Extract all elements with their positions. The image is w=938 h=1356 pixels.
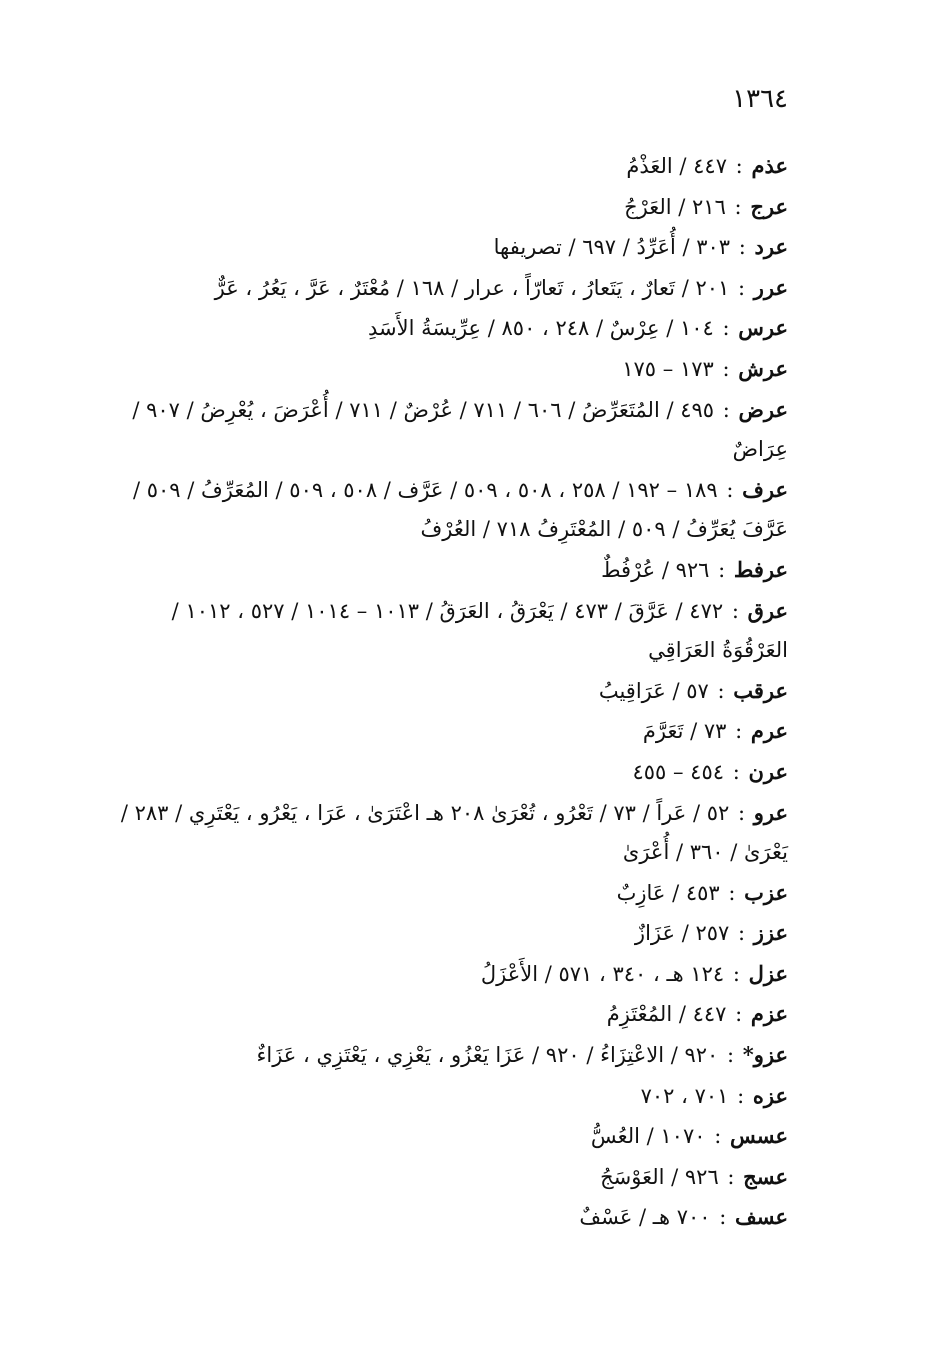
entry-root: عزز — [753, 920, 788, 946]
entry-colon: : — [715, 316, 737, 341]
entry-colon: : — [727, 194, 749, 219]
index-entry — [112, 390, 788, 470]
entry-root: عرش — [738, 355, 788, 381]
entry-references: ٥٧ / عَرَاقِيبُ — [598, 678, 709, 703]
entry-root: عرد — [754, 234, 788, 260]
index-entry — [112, 1035, 788, 1076]
entry-root: عرو — [753, 799, 788, 825]
entry-root: عرق — [747, 597, 788, 623]
index-entry — [112, 752, 788, 793]
entry-root-suffix: * — [742, 1042, 754, 1068]
entry-root: عرس — [738, 315, 788, 341]
entry-colon: : — [731, 921, 752, 946]
entry-references: ١٨٩ – ١٩٢ / ٢٥٨ ، ٥٠٨ ، ٥٠٩ / عَرَّف / ٥٠٨ ، ٥٠٩ / المُعَرِّفُ / ٥٠٩ / عَرَّفَ يُعَرِّفُ / ٥٠٩ / المُعْتَرِفُ ٧١٨ / العُرْفُ — [132, 477, 788, 542]
entry-references: ١٠٤ / عِرْسٌ / ٢٤٨ ، ٨٥٠ / عِرِّيسَةُ الأَسَدِ — [368, 316, 714, 341]
entry-references: ٤٧٢ / عَرَّقَ / ٤٧٣ / يَعْرَقُ ، العَرَقُ / ١٠١٣ – ١٠١٤ / ٥٢٧ ، ١٠١٢ / العَرْقُوَةُ العَرَاقِي — [171, 598, 788, 663]
entry-root: عذم — [751, 153, 788, 178]
entry-root: عزو — [753, 1042, 788, 1068]
index-entry — [112, 470, 788, 550]
entry-colon: : — [725, 598, 746, 623]
entry-colon: : — [716, 397, 737, 422]
entry-references: ١٢٤ هـ ، ٣٤٠ ، ٥٧١ / الأَعْزَلُ — [480, 961, 725, 986]
entry-colon: : — [730, 1083, 751, 1108]
index-entry — [112, 146, 788, 187]
entry-colon: : — [720, 1043, 741, 1068]
entry-references: ٢١٦ / العَرْجُ — [624, 194, 726, 219]
entry-references: ٣٠٣ / أُعَرِّدُ / ٦٩٧ / تصريفها — [493, 235, 731, 260]
entry-root: عسج — [743, 1163, 788, 1189]
index-entry — [112, 793, 788, 873]
entry-colon: : — [731, 275, 752, 300]
entry-references: ٧٣ / تَعَرَّمَ — [642, 719, 727, 744]
entry-references: ٩٢٠ / الاعْتِزَاءُ / ٩٢٠ / عَزَا يَعْزُو ، يَعْزِي ، يَعْتَزِي ، عَزَاءٌ — [256, 1043, 719, 1068]
entry-colon: : — [711, 557, 732, 582]
entry-root: عرف — [742, 476, 788, 502]
index-entries — [112, 146, 788, 1238]
entry-references: ٩٢٦ / عُرْفُطٌ — [601, 557, 710, 582]
page-number: ١٣٦٤ — [732, 84, 788, 114]
index-entry — [112, 1116, 788, 1157]
entry-root: عرقب — [733, 677, 788, 703]
index-entry — [112, 671, 788, 712]
entry-colon: : — [719, 477, 741, 502]
entry-root: عزب — [744, 879, 788, 905]
entry-root: عرض — [738, 396, 788, 422]
entry-colon: : — [732, 235, 753, 260]
entry-references: ٩٢٦ / العَوْسَجُ — [600, 1164, 719, 1189]
entry-colon: : — [720, 1164, 742, 1189]
entry-references: ١٠٧٠ / العُسُّ — [590, 1124, 706, 1149]
index-entry — [112, 550, 788, 591]
entry-root: عسف — [734, 1204, 788, 1230]
index-entry — [112, 1076, 788, 1117]
index-entry — [112, 187, 788, 228]
entry-references: ٤٥٤ – ٤٥٥ — [632, 759, 725, 784]
entry-colon: : — [712, 1205, 733, 1230]
entry-root: عرج — [750, 193, 788, 219]
entry-references: ٢٠١ / تَعارٌ ، يَتَعارُ ، تَعارّاً ، عرار / ١٦٨ / مُعْتَرٌ ، عَرَّ ، يَعُرُ ، عَرٌّ — [214, 275, 730, 300]
entry-references: ٥٢ / عَراً / ٧٣ / تَعْرُو ، تُعْرَىٰ ٢٠٨ هـ اعْتَرَىٰ ، عَرَا ، يَعْرُو ، يَعْتَرِي / ٢٨٣ / يَعْرَىٰ / ٣٦٠ / أُعْرَىٰ — [120, 800, 788, 865]
index-entry — [112, 994, 788, 1035]
entry-root: عزم — [750, 1001, 788, 1027]
entry-colon: : — [715, 356, 737, 381]
entry-colon: : — [729, 154, 750, 178]
entry-colon: : — [731, 800, 752, 825]
entry-colon: : — [728, 1002, 749, 1027]
entry-root: عرن — [748, 758, 788, 784]
index-entry — [112, 349, 788, 390]
entry-root: عزل — [748, 960, 788, 986]
entry-colon: : — [728, 719, 749, 744]
index-entry — [112, 711, 788, 752]
index-entry — [112, 268, 788, 309]
entry-references: ١٧٣ – ١٧٥ — [622, 356, 714, 381]
entry-references: ٧٠٠ هـ / عَسْفٌ — [579, 1205, 711, 1230]
index-entry — [112, 954, 788, 995]
entry-colon: : — [721, 880, 743, 905]
index-entry — [112, 227, 788, 268]
entry-references: ٤٤٧ / العَذْمُ — [626, 154, 727, 178]
entry-references: ٢٥٧ / عَزَازٌ — [634, 921, 730, 946]
entry-references: ٤٤٧ / المُعْتَزِمُ — [606, 1002, 727, 1027]
entry-references: ٧٠١ ، ٧٠٢ — [640, 1083, 729, 1108]
entry-references: ٤٥٣ / عَازِبٌ — [616, 880, 720, 905]
index-entry — [112, 1197, 788, 1238]
entry-colon: : — [707, 1124, 728, 1149]
entry-colon: : — [710, 678, 732, 703]
entry-colon: : — [726, 759, 747, 784]
index-entry — [112, 913, 788, 954]
entry-root: عرفط — [733, 556, 788, 582]
index-entry — [112, 591, 788, 671]
entry-root: عسس — [729, 1123, 788, 1149]
entry-root: عزه — [752, 1082, 788, 1108]
index-entry — [112, 308, 788, 349]
entry-root: عرم — [750, 718, 788, 744]
entry-colon: : — [726, 961, 747, 986]
index-entry — [112, 873, 788, 914]
entry-root: عرر — [753, 274, 788, 300]
entry-references: ٤٩٥ / المُتَعَرِّضُ / ٦٠٦ / ٧١١ / عُرْضٌ / ٧١١ / أُعْرَضَ ، يُعْرِضُ / ٩٠٧ / عِرَاضٌ — [132, 397, 788, 462]
index-entry — [112, 1157, 788, 1198]
